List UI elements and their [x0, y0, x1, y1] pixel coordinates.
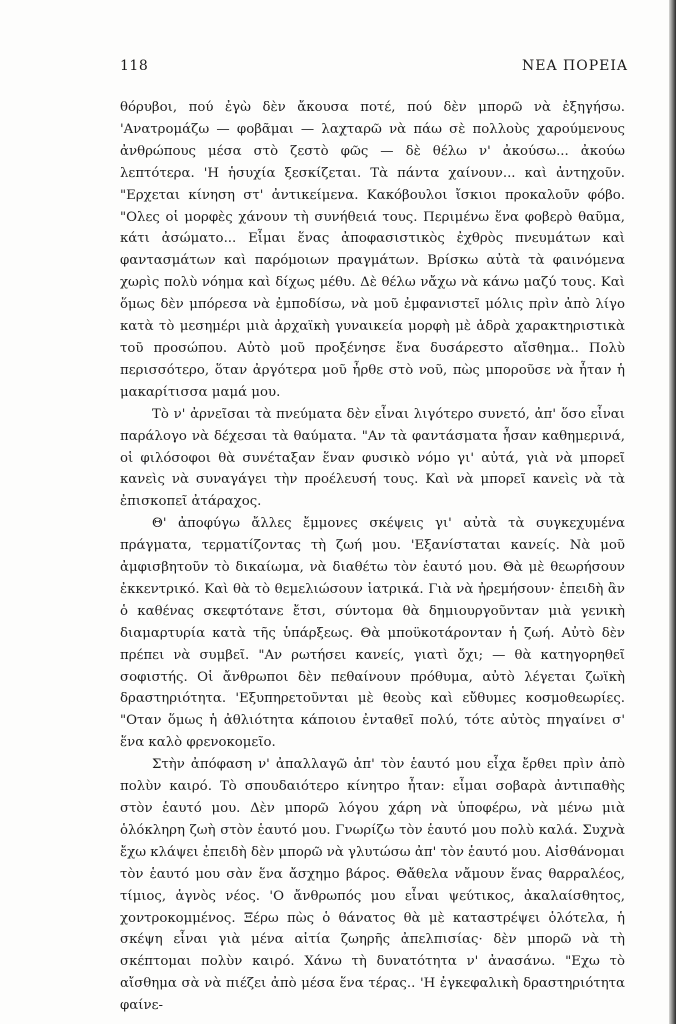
paragraph-end-of-life: Θ' ἀποφύγω ἄλλες ἔμμονες σκέψεις γι' αὐτὰ τὰ συγκεχυμένα πράγματα, τερματίζοντας τὴ ζωή μου. 'Εξανίσταται κανείς. Νὰ μοῦ ἀμφισβητοῦν τὸ δικαίωμα, νὰ διαθέτω τὸν ἑαυτό μου. Θὰ μὲ θεωρήσουν ἐκκεντρικό. Καὶ θὰ τὸ θεμελιώσουν ἰατρικά. Γιὰ νὰ ἠρεμήσουν· ἐπειδὴ ἂν ὁ καθένας σκεφτότανε ἔτσι, σύντομα θὰ δημιουργοῦνταν μιὰ γενικὴ διαμαρτυρία κατὰ τῆς ὑπάρξεως. Θὰ μποϋκοτάρονταν ἡ ζωή. Αὐτὸ δὲν πρέπει νὰ συμβεῖ. "Αν ρωτήσει κανείς, γιατὶ ὄχι; — θὰ κατηγορηθεῖ σοφιστής. Οἱ ἄνθρωποι δὲν πεθαίνουν πρόθυμα, αὐτὸ λέγεται ζωϊκὴ δραστηριότητα. 'Εξυπηρετοῦνται μὲ θεοὺς καὶ εὔθυμες κοσμοθεωρίες. "Οταν ὅμως ἡ ἀθλιότητα κάποιου ἐνταθεῖ πολύ, τότε αὐτὸς πηγαίνει σ' ἕνα καλὸ φρενοκομεῖο. — [120, 516, 625, 751]
body-text — [120, 97, 625, 1017]
paragraph-decision: Στὴν ἀπόφαση ν' ἀπαλλαγῶ ἀπ' τὸν ἑαυτό μου εἶχα ἔρθει πρὶν ἀπὸ πολὺν καιρό. Τὸ σπουδαιότερο κίνητρο ἦταν: εἶμαι σοβαρὰ ἀντιπαθὴς στὸν ἑαυτό μου. Δὲν μπορῶ λόγου χάρη νὰ ὑποφέρω, νὰ μένω μιὰ ὁλόκληρη ζωὴ στὸν ἑαυτό μου. Γνωρίζω τὸν ἑαυτό μου πολὺ καλά. Συχνὰ ἔχω κλάψει ἐπειδὴ δὲν μπορῶ νὰ γλυτώσω ἀπ' τὸν ἑαυτό μου. Αἰσθάνομαι τὸν ἑαυτό μου σὰν ἕνα ἄσχημο βάρος. Θἄθελα νἄμουν ἕνας θαρραλέος, τίμιος, ἁγνὸς νέος. 'Ο ἄνθρωπός μου εἶναι ψεύτικος, ἀκαλαίσθητος, χοντροκομμένος. Ξέρω πὼς ὁ θάνατος θὰ μὲ καταστρέψει ὁλότελα, ἡ σκέψη εἶναι γιὰ μένα αἰτία ζωηρῆς ἀπελπισίας· δὲν μπορῶ νὰ τὴ σκέπτομαι πολὺν καιρό. Χάνω τὴ δυνατότητα ν' ἀνασάνω. "Εχω τὸ αἴσθημα σὰ νὰ πιέζει ἀπὸ μέσα ἕνα τέρας.. 'Η ἐγκεφαλικὴ δραστηριότητα φαίνε- — [120, 757, 625, 1014]
running-head: ΝΕΑ ΠΟΡΕΙΑ — [522, 58, 628, 74]
paragraph-spirits: Τὸ ν' ἀρνεῖσαι τὰ πνεύματα δὲν εἶναι λιγότερο συνετό, ἀπ' ὅσο εἶναι παράλογο νὰ δέχεσαι τὰ θαύματα. "Αν τὰ φαντάσματα ἦσαν καθημερινά, οἱ φιλόσοφοι θὰ συνέταξαν ἕναν φυσικὸ νόμο γι' αὐτά, γιὰ νὰ μπορεῖ κανεὶς νὰ συναγάγει τὴν προέλευσή τους. Καὶ νὰ μπορεῖ κανεὶς νὰ τὰ ἐπισκοπεῖ ἀτάραχος. — [120, 406, 625, 510]
page-edge-shadow — [669, 0, 676, 1024]
page-header — [120, 58, 628, 82]
page-number: 118 — [120, 58, 149, 74]
paragraph-continued: θόρυβοι, πού ἐγὼ δὲν ἄκουσα ποτέ, πού δὲν μπορῶ νὰ ἐξηγήσω. 'Ανατρομάζω — φοβᾶμαι — λαχταρῶ νὰ πάω σὲ πολλοὺς χαρούμενους ἀνθρώπους μέσα στὸ ζεστὸ φῶς — δὲ θέλω ν' ἀκούσω... ἀκούω λεπτότερα. 'Η ἡσυχία ξεσκίζεται. Τὰ πάντα χαίνουν... καὶ ἀντηχοῦν. "Ερχεται κίνηση στ' ἀντικείμενα. Κακόβουλοι ἴσκιοι προκαλοῦν φόβο. "Ολες οἱ μορφὲς χάνουν τὴ συνήθειά τους. Περιμένω ἕνα φοβερὸ θαῦμα, κάτι ἀσώματο... Εἶμαι ἕνας ἀποφασιστικὸς ἐχθρὸς πνευμάτων καὶ φαντασμάτων καὶ παρόμοιων πραγμάτων. Βρίσκω αὐτὰ τὰ φαινόμενα χωρὶς πολὺ νόημα καὶ δίχως μέθυ. Δὲ θέλω νἄχω νὰ κάνω μαζύ τους. Καὶ ὅμως δὲν μπόρεσα νὰ ἐμποδίσω, νὰ μοῦ ἐμφανιστεῖ μόλις πρὶν ἀπὸ λίγο κατὰ τὸ μεσημέρι μιὰ ἀρχαϊκὴ γυναικεία μορφὴ μὲ ἁδρὰ χαρακτηριστικὰ τοῦ προσώπου. Αὐτὸ μοῦ προξένησε ἕνα δυσάρεστο αἴσθημα.. Πολὺ περισσότερο, ὅταν ἀργότερα μοῦ ἦρθε στὸ νοῦ, πὼς μποροῦσε νὰ ἦταν ἡ μακαρίτισσα μαμά μου. — [120, 100, 625, 400]
